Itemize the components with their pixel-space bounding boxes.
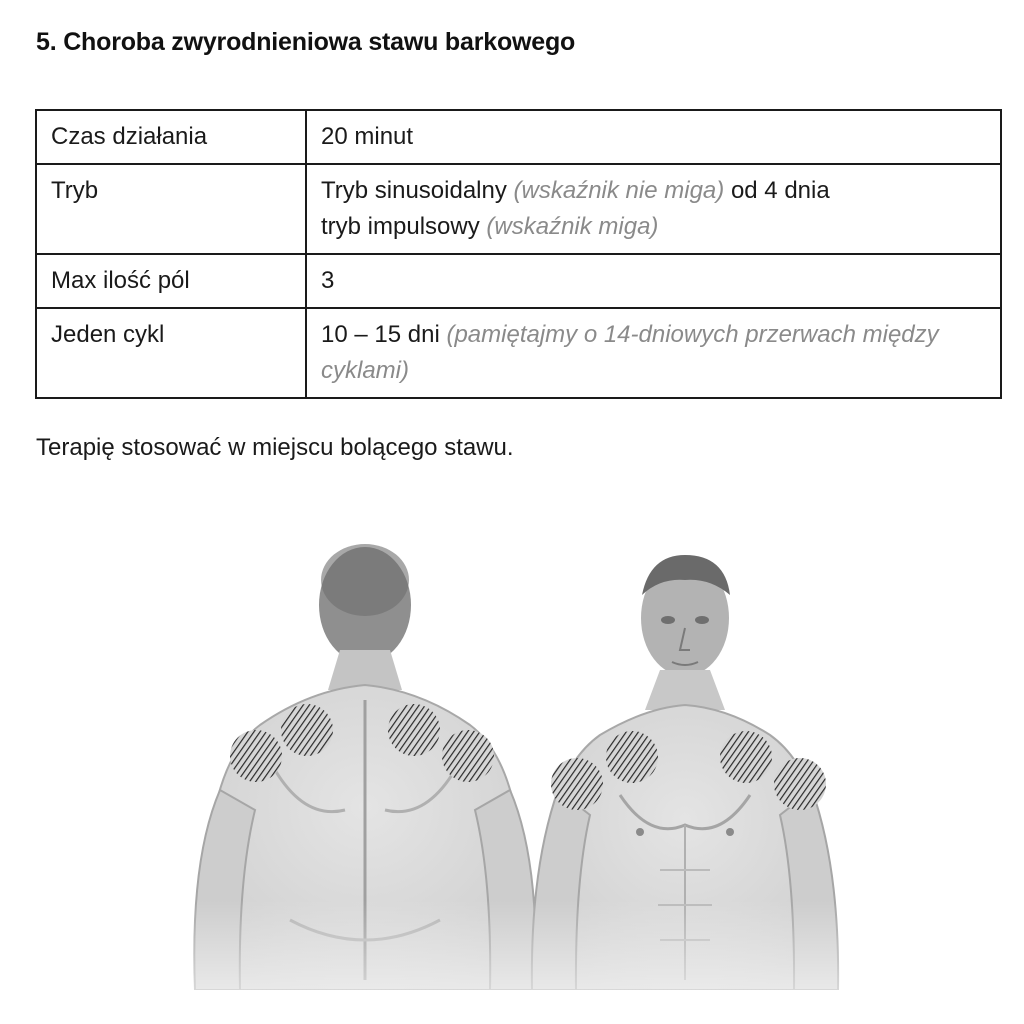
table-row [36,308,1001,398]
row-value: 3 [306,254,1001,308]
back-hair [321,544,409,616]
front-right-eye [695,616,709,624]
mode-impulse-note: (wskaźnik miga) [486,213,659,240]
parameters-table [35,109,1002,399]
table-row [36,254,1001,308]
row-value: 20 minut [306,110,1001,164]
treatment-field-marker [281,704,333,756]
treatment-field-marker [606,731,658,783]
table-row [36,164,1001,254]
mode-line-1 [321,173,986,209]
front-right-nipple [636,828,644,836]
row-label: Tryb [36,164,306,254]
table-row [36,110,1001,164]
application-figure [180,540,850,990]
treatment-field-marker [720,731,772,783]
treatment-field-marker [388,704,440,756]
front-left-eye [661,616,675,624]
treatment-field-marker [442,730,494,782]
row-label: Czas działania [36,110,306,164]
mode-sinusoidal-tail: od 4 dnia [730,177,830,204]
treatment-field-marker [551,758,603,810]
treatment-field-marker [230,730,282,782]
page-title: 5. Choroba zwyrodnieniowa stawu barkowego [36,28,576,56]
mode-impulse: tryb impulsowy [321,213,480,240]
front-left-nipple [726,828,734,836]
cycle-duration: 10 – 15 dni [321,321,440,348]
mode-line-2 [321,209,986,245]
row-label: Max ilość pól [36,254,306,308]
row-label: Jeden cykl [36,308,306,398]
mode-sinusoidal: Tryb sinusoidalny [321,177,507,204]
figure-fade [180,900,850,990]
cycle-note: (pamiętajmy o 14-dniowych przerwach między cyklami) [321,321,939,384]
mode-sinusoidal-note: (wskaźnik nie miga) [513,177,725,204]
instruction-text: Terapię stosować w miejscu bolącego stawu. [36,434,514,461]
row-value [306,164,1001,254]
treatment-field-marker [774,758,826,810]
row-value [306,308,1001,398]
